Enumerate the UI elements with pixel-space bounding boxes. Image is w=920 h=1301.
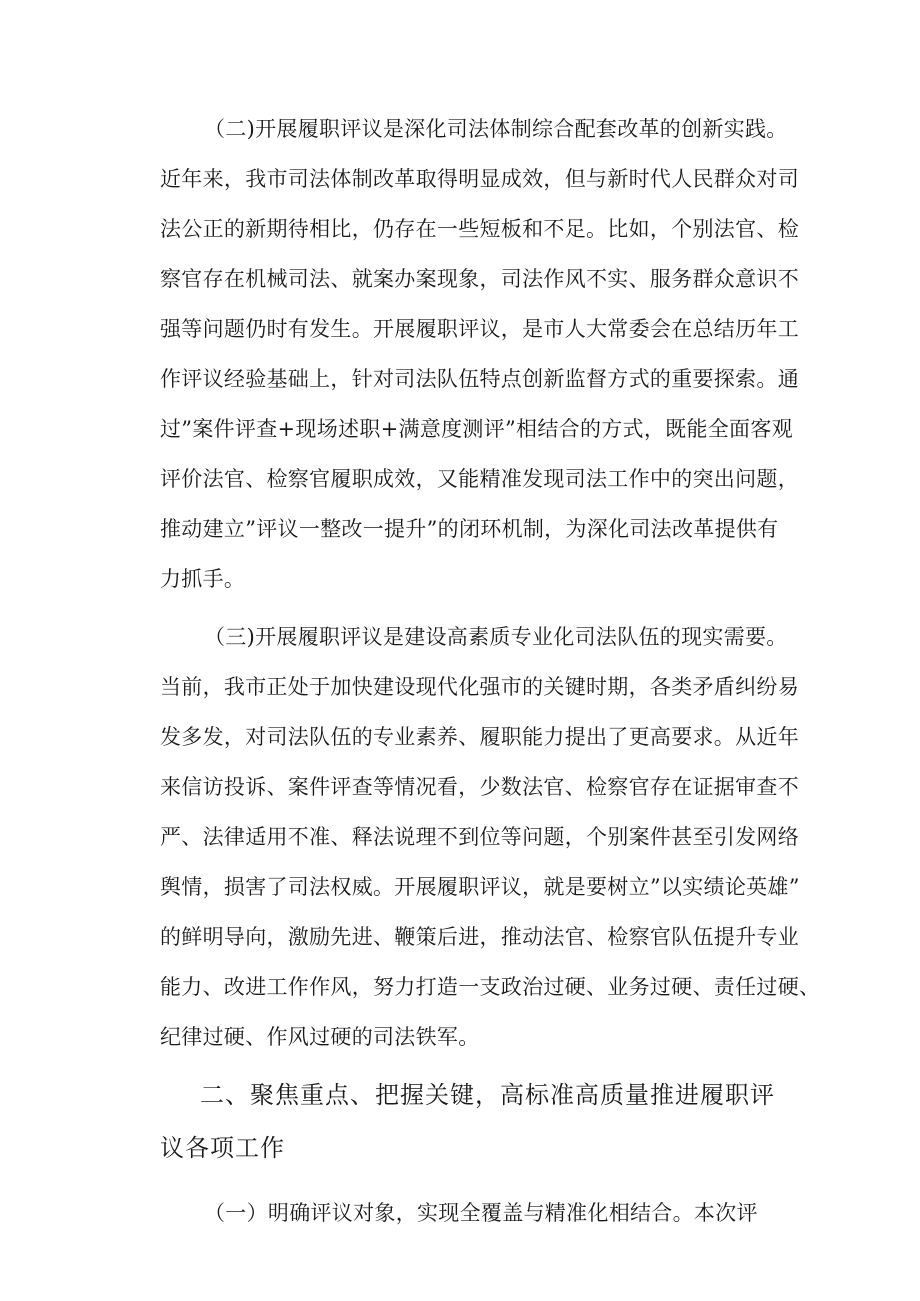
text-line: 评价法官、检察官履职成效，又能精准发现司法工作中的突出问题，: [160, 467, 799, 491]
text-line: 能力、改进工作作风，努力打造一支政治过硬、业务过硬、责任过硬、: [160, 975, 821, 999]
text-line: 推动建立”评议一整改一提升”的闭环机制，为深化司法改革提供有: [160, 517, 779, 541]
text-line: 的鲜明导向，激励先进、鞭策后进，推动法官、检察官队伍提升专业: [160, 925, 799, 949]
text-line: （二)开展履职评议是深化司法体制综合配套改革的创新实践。: [204, 117, 788, 141]
text-line: 纪律过硬、作风过硬的司法铁军。: [160, 1025, 480, 1049]
heading-line: 二、聚焦重点、把握关键，高标准高质量推进履职评: [200, 1081, 775, 1109]
text-line: 察官存在机械司法、就案办案现象，司法作风不实、服务群众意识不: [160, 267, 799, 291]
text-line: 法公正的新期待相比，仍存在一些短板和不足。比如，个别法官、检: [160, 217, 799, 241]
heading-line: 议各项工作: [160, 1134, 285, 1162]
text-line: 舆情，损害了司法权威。开展履职评议，就是要树立”以实绩论英雄”: [160, 875, 800, 899]
text-line: 力抓手。: [160, 567, 246, 591]
text-line: 发多发，对司法队伍的专业素养、履职能力提出了更高要求。从近年: [160, 725, 799, 749]
text-line: 强等问题仍时有发生。开展履职评议，是市人大常委会在总结历年工: [160, 317, 799, 341]
text-line: 作评议经验基础上，针对司法队伍特点创新监督方式的重要探索。通: [160, 367, 799, 391]
text-line: 来信访投诉、案件评查等情况看，少数法官、检察官存在证据审查不: [160, 775, 799, 799]
text-line: 当前，我市正处于加快建设现代化强市的关键时期，各类矛盾纠纷易: [160, 675, 799, 699]
text-line: （一）明确评议对象，实现全覆盖与精准化相结合。本次评: [204, 1201, 758, 1225]
text-line: （三)开展履职评议是建设高素质专业化司法队伍的现实需要。: [204, 625, 788, 649]
text-line: 近年来，我市司法体制改革取得明显成效，但与新时代人民群众对司: [160, 167, 799, 191]
text-line: 严、法律适用不准、释法说理不到位等问题，个别案件甚至引发网络: [160, 825, 799, 849]
text-line: 过”案件评查+现场述职+满意度测评”相结合的方式，既能全面客观: [160, 417, 793, 441]
